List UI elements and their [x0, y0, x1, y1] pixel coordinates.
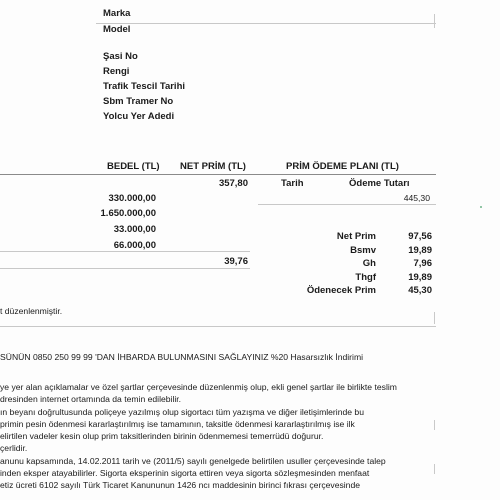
- header-prim-odeme-plani: PRİM ÖDEME PLANI (TL): [286, 161, 399, 172]
- header-rule: [0, 174, 436, 175]
- bedel-value-2: 1.650.000,00: [100, 208, 156, 219]
- margin-mark-4: [434, 464, 435, 474]
- summary-value-gh: 7,96: [413, 258, 432, 269]
- margin-mark-2: [434, 312, 435, 324]
- summary-label-bsmv: Bsmv: [350, 245, 376, 256]
- para3-line3: etiz ücreti 6102 sayılı Türk Ticaret Kanununun 1426 ncı maddesinin birinci fıkrası çerçevesinde: [0, 480, 361, 490]
- para2-line3: elirtilen vadeler kesin olup prim taksitlerinden birinin ödenmemesi temerrüdü doğurur.: [0, 431, 324, 441]
- bedel-bottom-rule: [0, 268, 250, 269]
- vehicle-label-marka: Marka: [103, 8, 131, 19]
- header-odeme-tutari: Ödeme Tutarı: [349, 178, 410, 189]
- para2-line2: primin pesin ödenmesi kararlaştırılmış ise tamamının, taksitle ödenmesi kararlaştırılmış ise ilk: [0, 419, 355, 429]
- top-rule: [96, 23, 436, 24]
- summary-label-gh: Gh: [362, 258, 376, 269]
- para1-line1: ye yer alan açıklamalar ve özel şartlar çerçevesinde düzenlenmiş olup, ekli genel şartlar ile birlikte teslim: [0, 382, 397, 392]
- ihbar-text: SÜNÜN 0850 250 99 99 'DAN İHBARDA BULUNMASINI SAĞLAYINIZ %20 Hasarsızlık İndirimi: [0, 352, 364, 362]
- net-prim-bottom: 39,76: [224, 256, 248, 267]
- summary-value-odenecek-prim: 45,30: [408, 285, 432, 296]
- vehicle-label-trafik-tescil: Trafik Tescil Tarihi: [103, 81, 186, 92]
- para3-line1: anunu kapsamında, 14.02.2011 tarih ve (2011/5) sayılı genelgede belirtilen usuller çerçevesinde talep: [0, 456, 386, 466]
- para1-line2: dresinden internet ortamında da temin edilebilir.: [0, 394, 182, 404]
- duzenlenmistir-text: t düzenlenmiştir.: [0, 306, 63, 316]
- mid-rule: [0, 326, 436, 327]
- summary-label-net-prim: Net Prim: [336, 231, 376, 242]
- vehicle-label-sbm-tramer: Sbm Tramer No: [103, 96, 174, 107]
- summary-value-bsmv: 19,89: [408, 245, 432, 256]
- para2-line4: çerlidir.: [0, 443, 28, 453]
- vehicle-label-yolcu-yer: Yolcu Yer Adedi: [103, 111, 175, 122]
- vehicle-label-sasi-no: Şasi No: [103, 51, 138, 62]
- bedel-value-3: 33.000,00: [113, 224, 156, 235]
- vehicle-label-model: Model: [103, 24, 131, 35]
- para2-line1: ın beyanı doğrultusunda poliçeye yazılmış olup sigortacı tüm yazışma ve diğer iletişimlerinde bu: [0, 407, 364, 417]
- bedel-value-1: 330.000,00: [108, 193, 156, 204]
- header-net-prim: NET PRİM (TL): [180, 161, 246, 172]
- summary-label-thgf: Thgf: [355, 272, 376, 283]
- margin-mark-3: [434, 420, 435, 430]
- payment-rule: [258, 204, 436, 205]
- bedel-rule: [0, 251, 250, 252]
- para3-line2: inden eksper atayabilirler. Sigorta eksperinin sigorta ettiren veya sigorta sözleşmesinden menfaat: [0, 468, 370, 478]
- vehicle-label-rengi: Rengi: [103, 66, 130, 77]
- bedel-value-4: 66.000,00: [113, 240, 156, 251]
- header-tarih: Tarih: [281, 178, 304, 189]
- header-bedel: BEDEL (TL): [107, 161, 160, 172]
- margin-mark-1: [434, 14, 435, 28]
- summary-value-thgf: 19,89: [408, 272, 432, 283]
- payment-amount: 445,30: [403, 193, 430, 203]
- scan-speck: [480, 206, 482, 208]
- summary-label-odenecek-prim: Ödenecek Prim: [306, 285, 376, 296]
- net-prim-top: 357,80: [218, 178, 248, 189]
- summary-value-net-prim: 97,56: [408, 231, 432, 242]
